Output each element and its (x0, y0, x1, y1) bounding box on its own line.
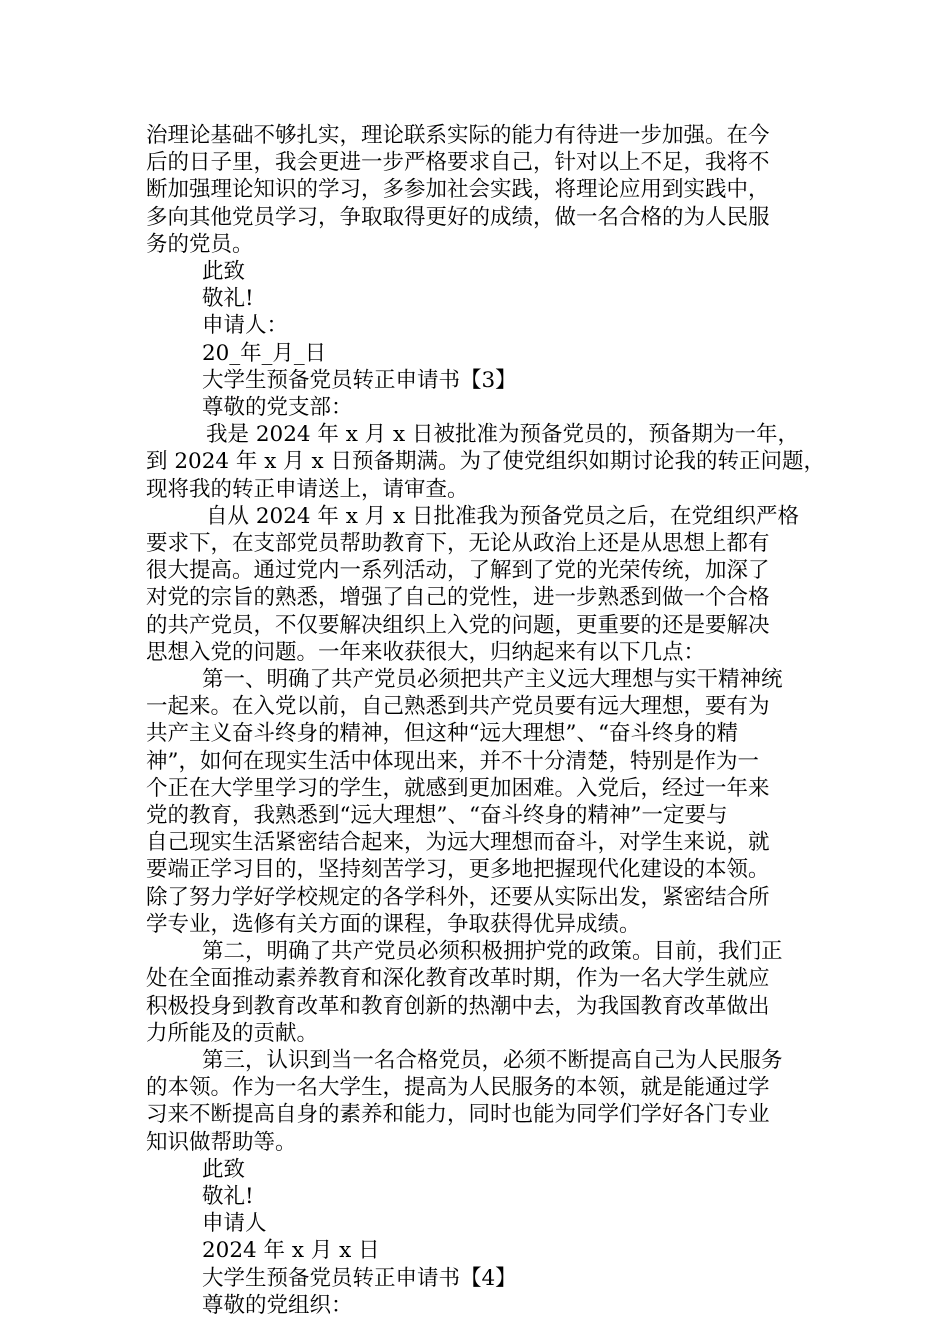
paragraph-line: 自己现实生活紧密结合起来，为远大理想而奋斗，对学生来说，就 (146, 830, 770, 856)
paragraph-line: 学专业，选修有关方面的课程，争取获得优异成绩。 (146, 911, 641, 937)
paragraph-line: 的共产党员，不仅要解决组织上入党的问题，更重要的还是要解决 (146, 612, 770, 638)
paragraph-line: 积极投身到教育改革和教育创新的热潮中去，为我国教育改革做出 (146, 993, 770, 1019)
salutation: 尊敬的党支部： (202, 395, 353, 421)
paragraph-line: 我是 2024 年 x 月 x 日被批准为预备党员的，预备期为一年， (206, 422, 799, 448)
paragraph-line: 要求下，在支部党员帮助教育下，无论从政治上还是从思想上都有 (146, 531, 770, 557)
paragraph-line: 要端正学习目的，坚持刻苦学习，更多地把握现代化建设的本领。 (146, 857, 770, 883)
paragraph-line: 多向其他党员学习，争取取得更好的成绩，做一名合格的为人民服 (146, 204, 770, 230)
applicant-label: 申请人 (202, 1211, 267, 1237)
date-line: 20_年_月_日 (202, 340, 327, 366)
paragraph-line: 共产主义奋斗终身的精神，但这种“远大理想”、“奋斗终身的精 (146, 721, 738, 747)
paragraph-line: 神”，如何在现实生活中体现出来，并不十分清楚，特别是作为一 (146, 748, 759, 774)
salutation: 尊敬的党组织： (202, 1292, 353, 1318)
paragraph-line: 力所能及的贡献。 (146, 1020, 319, 1046)
paragraph-line: 习来不断提高自身的素养和能力，同时也能为同学们学好各门专业 (146, 1102, 770, 1128)
paragraph-line: 很大提高。通过党内一系列活动，了解到了党的光荣传统，加深了 (146, 558, 770, 584)
paragraph-line: 处在全面推动素养教育和深化教育改革时期，作为一名大学生就应 (146, 966, 770, 992)
closing-greeting: 此致 (202, 1156, 246, 1182)
paragraph-line: 断加强理论知识的学习，多参加社会实践，将理论应用到实践中， (146, 177, 770, 203)
closing-salute: 敬礼! (202, 1183, 254, 1209)
paragraph-line: 后的日子里，我会更进一步严格要求自己，针对以上不足，我将不 (146, 150, 770, 176)
paragraph-line: 到 2024 年 x 月 x 日预备期满。为了使党组织如期讨论我的转正问题， (146, 449, 825, 475)
paragraph-line: 自从 2024 年 x 月 x 日批准我为预备党员之后，在党组织严格 (206, 503, 799, 529)
paragraph-line: 治理论基础不够扎实，理论联系实际的能力有待进一步加强。在今 (146, 123, 770, 148)
applicant-label: 申请人： (202, 313, 289, 339)
paragraph-line: 的本领。作为一名大学生，提高为人民服务的本领，就是能通过学 (146, 1075, 770, 1101)
closing-greeting: 此致 (202, 259, 246, 285)
paragraph-line: 现将我的转正申请送上，请审查。 (146, 476, 469, 502)
document-page (146, 122, 825, 1319)
paragraph-line: 第二，明确了共产党员必须积极拥护党的政策。目前，我们正 (202, 939, 783, 965)
paragraph-line: 第一、明确了共产党员必须把共产主义远大理想与实干精神统 (202, 667, 783, 693)
paragraph-line: 一起来。在入党以前，自己熟悉到共产党员要有远大理想，要有为 (146, 694, 770, 720)
closing-salute: 敬礼! (202, 286, 254, 312)
paragraph-line: 思想入党的问题。一年来收获很大，归纳起来有以下几点： (146, 639, 706, 665)
paragraph-line: 个正在大学里学习的学生，就感到更加困难。入党后，经过一年来 (146, 775, 770, 801)
section-title: 大学生预备党员转正申请书【4】 (202, 1265, 517, 1291)
section-title: 大学生预备党员转正申请书【3】 (202, 367, 517, 393)
paragraph-line: 对党的宗旨的熟悉，增强了自己的党性，进一步熟悉到做一个合格 (146, 585, 770, 611)
paragraph-line: 党的教育，我熟悉到“远大理想”、“奋斗终身的精神”一定要与 (146, 803, 728, 829)
paragraph-line: 除了努力学好学校规定的各学科外，还要从实际出发，紧密结合所 (146, 884, 770, 910)
date-line: 2024 年 x 月 x 日 (202, 1238, 380, 1264)
paragraph-line: 务的党员。 (146, 231, 254, 257)
paragraph-line: 知识做帮助等。 (146, 1129, 297, 1155)
paragraph-line: 第三，认识到当一名合格党员，必须不断提高自己为人民服务 (202, 1047, 783, 1073)
